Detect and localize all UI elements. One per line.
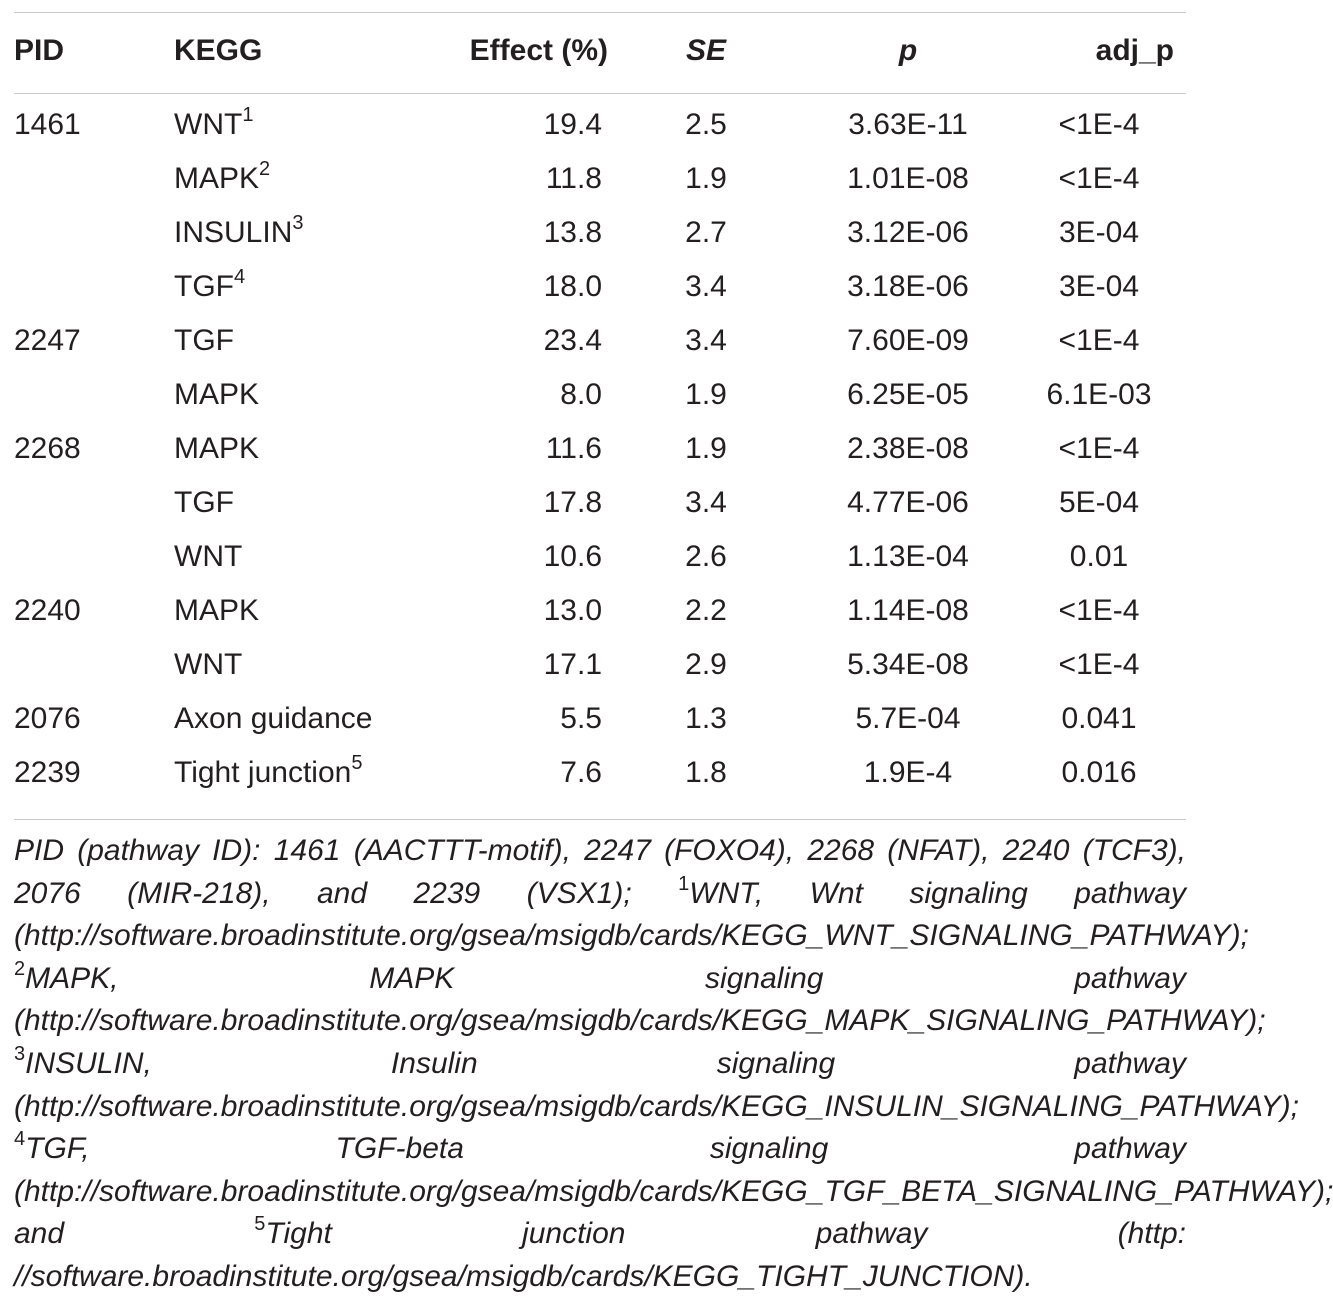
table-header-row: [14, 0, 1186, 94]
cell-se: 2.6: [685, 540, 727, 573]
table-row: [14, 530, 1186, 584]
cell-kegg: [174, 368, 432, 422]
cell-pid: 2240: [14, 594, 81, 627]
cell-se: 1.9: [685, 432, 727, 465]
table-row: [14, 422, 1186, 476]
bottom-rule: [14, 819, 1186, 820]
kegg-label: TGF: [174, 324, 234, 357]
header-adj-p: adj_p: [1095, 34, 1174, 67]
kegg-label: MAPK: [174, 378, 260, 411]
cell-adj-p: 5E-04: [1058, 486, 1140, 519]
cell-effect: 18.0: [543, 270, 602, 303]
cell-effect: 10.6: [543, 540, 602, 573]
cell-kegg: [174, 260, 432, 314]
table-footnote: [14, 830, 1333, 1299]
table-row: [14, 584, 1186, 638]
cell-se: 2.7: [685, 216, 727, 249]
cell-pid: [14, 206, 174, 260]
cell-p: 3.63E-11: [848, 108, 968, 141]
cell-se: 2.9: [685, 648, 727, 681]
kegg-footnote-marker: 5: [351, 752, 363, 774]
kegg-footnote-marker: 4: [234, 266, 246, 288]
cell-effect: 23.4: [543, 324, 602, 357]
cell-pid: [14, 638, 174, 692]
table-body: [14, 94, 1186, 800]
header-se: SE: [685, 34, 727, 67]
cell-effect: 11.6: [545, 432, 602, 465]
cell-adj-p: <1E-4: [1058, 162, 1140, 195]
footnote-marker: 1: [678, 872, 690, 895]
cell-effect: 13.0: [543, 594, 602, 627]
cell-kegg: [174, 422, 432, 476]
cell-effect: 19.4: [543, 108, 602, 141]
cell-kegg: [174, 206, 432, 260]
kegg-label: MAPK: [174, 432, 260, 465]
cell-adj-p: <1E-4: [1058, 648, 1140, 681]
cell-adj-p: 0.01: [1069, 540, 1129, 573]
table-row: [14, 206, 1186, 260]
cell-se: 1.3: [685, 702, 727, 735]
table-row: [14, 746, 1186, 800]
footnote-text: Tight junction pathway (http: //software.broadinstitute.org/gsea/msigdb/cards/KEGG_TIGHT_JUNCTION).: [14, 1217, 1186, 1293]
cell-pid: 1461: [14, 108, 81, 141]
cell-se: 3.4: [685, 270, 727, 303]
cell-effect: 8.0: [560, 378, 602, 411]
cell-kegg: [174, 152, 432, 206]
kegg-label: WNT: [174, 540, 243, 573]
cell-se: 1.9: [685, 378, 727, 411]
cell-kegg: [174, 692, 432, 746]
cell-p: 5.34E-08: [847, 648, 969, 681]
cell-pid: [14, 260, 174, 314]
cell-pid: [14, 152, 174, 206]
kegg-label: Tight junction: [174, 756, 352, 789]
table-row: [14, 368, 1186, 422]
cell-adj-p: <1E-4: [1058, 324, 1140, 357]
cell-kegg: [174, 476, 432, 530]
kegg-label: TGF: [174, 486, 234, 519]
table-row: [14, 314, 1186, 368]
header-pid: PID: [14, 34, 65, 67]
cell-kegg: [174, 530, 432, 584]
cell-se: 2.5: [685, 108, 727, 141]
cell-se: 1.8: [685, 756, 727, 789]
cell-pid: [14, 476, 174, 530]
cell-se: 3.4: [685, 486, 727, 519]
cell-adj-p: 0.016: [1061, 756, 1137, 789]
cell-p: 7.60E-09: [847, 324, 969, 357]
cell-kegg: [174, 746, 432, 800]
footnote-text: TGF, TGF-beta signaling pathway (http://software.broadinstitute.org/gsea/msigdb/cards/KEGG_TGF_BETA_SIGNALING_PATHWAY); and: [14, 1132, 1333, 1251]
cell-p: 3.12E-06: [847, 216, 969, 249]
footnote-marker: 2: [14, 957, 26, 980]
footnote-text: MAPK, MAPK signaling pathway (http://software.broadinstitute.org/gsea/msigdb/cards/KEGG_MAPK_SIGNALING_PATHWAY);: [14, 961, 1266, 1038]
table-row: [14, 638, 1186, 692]
table-row: [14, 260, 1186, 314]
cell-adj-p: <1E-4: [1058, 432, 1140, 465]
cell-effect: 17.1: [543, 648, 602, 681]
footnote-marker: 5: [254, 1213, 266, 1236]
cell-pid: 2268: [14, 432, 81, 465]
kegg-label: MAPK: [174, 162, 260, 195]
cell-pid: [14, 368, 174, 422]
cell-p: 5.7E-04: [855, 702, 961, 735]
cell-adj-p: 3E-04: [1058, 216, 1140, 249]
cell-pid: 2247: [14, 324, 81, 357]
cell-p: 1.13E-04: [847, 540, 969, 573]
cell-se: 2.2: [685, 594, 727, 627]
kegg-footnote-marker: 1: [242, 104, 254, 126]
footnote-text: WNT, Wnt signaling pathway (http://software.broadinstitute.org/gsea/msigdb/cards/KEGG_WNT_SIGNALING_PATHWAY);: [14, 876, 1249, 953]
cell-se: 1.9: [685, 162, 727, 195]
cell-p: 1.9E-4: [863, 756, 953, 789]
kegg-label: TGF: [174, 270, 234, 303]
cell-effect: 7.6: [560, 756, 602, 789]
kegg-label: WNT: [174, 108, 243, 141]
table-row: [14, 476, 1186, 530]
cell-kegg: [174, 314, 432, 368]
footnote-intro: PID (pathway ID): 1461 (AACTTT-motif), 2247 (FOXO4), 2268 (NFAT), 2240 (TCF3), 2076 (MIR-218), and 2239 (VSX1);: [14, 834, 1186, 910]
kegg-label: WNT: [174, 648, 243, 681]
cell-adj-p: <1E-4: [1058, 594, 1140, 627]
kegg-label: MAPK: [174, 594, 260, 627]
table-row: [14, 94, 1186, 152]
cell-effect: 17.8: [543, 486, 602, 519]
cell-adj-p: 3E-04: [1058, 270, 1140, 303]
cell-effect: 5.5: [560, 702, 602, 735]
cell-kegg: [174, 94, 432, 152]
cell-kegg: [174, 638, 432, 692]
cell-p: 6.25E-05: [847, 378, 969, 411]
kegg-footnote-marker: 3: [292, 212, 304, 234]
cell-p: 1.01E-08: [847, 162, 969, 195]
cell-adj-p: 6.1E-03: [1046, 378, 1152, 411]
table-row: [14, 152, 1186, 206]
results-table: [14, 0, 1186, 800]
cell-effect: 11.8: [545, 162, 602, 195]
cell-pid: 2239: [14, 756, 81, 789]
cell-adj-p: <1E-4: [1058, 108, 1140, 141]
header-kegg: KEGG: [174, 34, 263, 67]
cell-p: 4.77E-06: [847, 486, 969, 519]
cell-kegg: [174, 584, 432, 638]
kegg-label: Axon guidance: [174, 702, 373, 735]
cell-se: 3.4: [685, 324, 727, 357]
footnote-marker: 3: [14, 1042, 26, 1065]
cell-pid: 2076: [14, 702, 81, 735]
cell-p: 2.38E-08: [847, 432, 969, 465]
footnote-text: INSULIN, Insulin signaling pathway (http://software.broadinstitute.org/gsea/msigdb/cards/KEGG_INSULIN_SIGNALING_PATHWAY);: [14, 1046, 1299, 1123]
kegg-label: INSULIN: [174, 216, 293, 249]
kegg-footnote-marker: 2: [259, 158, 271, 180]
cell-pid: [14, 530, 174, 584]
header-effect: Effect (%): [469, 34, 608, 67]
footnote-marker: 4: [14, 1128, 26, 1151]
cell-p: 3.18E-06: [847, 270, 969, 303]
cell-adj-p: 0.041: [1061, 702, 1137, 735]
table-row: [14, 692, 1186, 746]
header-p: p: [898, 34, 918, 67]
cell-p: 1.14E-08: [847, 594, 969, 627]
cell-effect: 13.8: [543, 216, 602, 249]
